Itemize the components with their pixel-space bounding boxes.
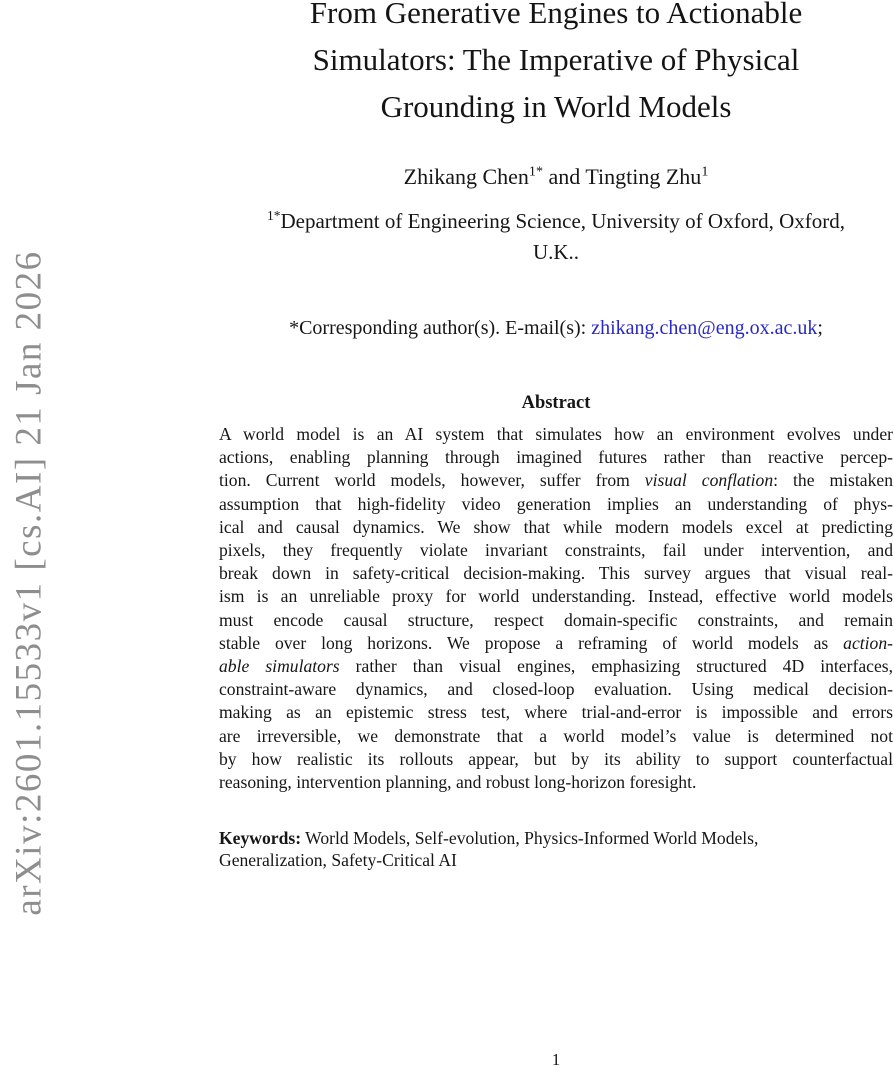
abstract-text: : the mistaken — [773, 470, 894, 491]
author-connector: and — [542, 164, 586, 189]
corresponding-prefix: *Corresponding author(s). E-mail(s): — [289, 317, 592, 339]
abstract-italic-term: action- — [843, 632, 893, 653]
abstract-line — [219, 423, 893, 446]
abstract-line — [219, 539, 893, 562]
affiliation-marker: 1* — [267, 208, 281, 223]
author-name: Zhikang Chen — [403, 164, 529, 189]
abstract-line — [219, 585, 893, 608]
affiliation — [134, 206, 894, 268]
abstract-italic-term: visual conflation — [644, 470, 774, 491]
abstract-line — [219, 469, 893, 492]
abstract-line — [219, 725, 893, 748]
abstract-text: must encode causal structure, respect domain-specific constraints, and remain — [219, 609, 893, 630]
keywords-label: Keywords: — [219, 827, 302, 848]
page-number: 1 — [551, 1050, 561, 1069]
author-affiliation-marker: 1 — [701, 163, 709, 180]
abstract-heading: Abstract — [521, 393, 591, 413]
abstract-text: by how realistic its rollouts appear, but by its ability to support counterfactual — [219, 748, 893, 769]
abstract-line — [219, 562, 893, 585]
abstract-italic-term: able simulators — [219, 656, 340, 677]
arxiv-watermark: arXiv:2601.15533v1 [cs.AI] 21 Jan 2026 — [8, 250, 50, 916]
author-line — [219, 164, 893, 190]
abstract-line — [219, 655, 893, 678]
corresponding-author-note — [199, 317, 894, 340]
abstract-text: A world model is an AI system that simulates how an environment evolves under — [219, 424, 893, 444]
keywords-line: Generalization, Safety-Critical AI — [219, 850, 457, 871]
abstract-text: tion. Current world models, however, suffer from — [219, 470, 645, 491]
abstract-line — [219, 493, 893, 516]
affiliation-line: U.K.. — [532, 240, 580, 264]
abstract-line — [219, 609, 893, 632]
abstract-line — [219, 701, 893, 724]
corresponding-email-link[interactable]: zhikang.chen@eng.ox.ac.uk — [591, 317, 818, 339]
abstract-text: are irreversible, we demonstrate that a world model’s value is determined not — [219, 725, 893, 746]
abstract-text: break down in safety-critical decision-making. This survey argues that visual real- — [219, 563, 893, 584]
abstract-body — [219, 423, 893, 794]
abstract-line — [219, 771, 893, 794]
abstract-text: constraint-aware dynamics, and closed-loop evaluation. Using medical decision- — [219, 679, 893, 700]
abstract-line — [219, 678, 893, 701]
abstract-line — [219, 516, 893, 539]
keywords-line: World Models, Self-evolution, Physics-Informed World Models, — [301, 827, 759, 848]
corresponding-suffix: ; — [817, 317, 823, 339]
abstract-text: reasoning, intervention planning, and robust long-horizon foresight. — [219, 772, 697, 793]
abstract-line — [219, 632, 893, 655]
affiliation-line: Department of Engineering Science, University of Oxford, Oxford, — [280, 209, 845, 233]
paper-title-line: Simulators: The Imperative of Physical — [312, 42, 800, 77]
author-affiliation-marker: 1* — [528, 163, 543, 180]
keywords — [219, 827, 893, 872]
paper-title — [219, 0, 893, 130]
abstract-text: assumption that high-fidelity video generation implies an understanding of phys- — [219, 493, 893, 514]
abstract-text: stable over long horizons. We propose a reframing of world models as — [219, 632, 844, 653]
abstract-line — [219, 748, 893, 771]
author-name: Tingting Zhu — [585, 164, 702, 189]
paper-title-line: Grounding in World Models — [380, 89, 732, 124]
abstract-text: pixels, they frequently violate invariant constraints, fail under intervention, and — [219, 540, 893, 561]
paper-content — [219, 0, 893, 1077]
paper-title-line: From Generative Engines to Actionable — [309, 0, 803, 30]
abstract-line — [219, 446, 893, 469]
abstract-text: ical and causal dynamics. We show that while modern models excel at predicting — [219, 516, 893, 537]
abstract-text: rather than visual engines, emphasizing structured 4D interfaces, — [339, 656, 893, 677]
abstract-text: actions, enabling planning through imagined futures rather than reactive percep- — [219, 447, 893, 468]
abstract-text: ism is an unreliable proxy for world understanding. Instead, effective world models — [219, 586, 893, 607]
abstract-text: making as an epistemic stress test, where trial-and-error is impossible and errors — [219, 702, 893, 723]
